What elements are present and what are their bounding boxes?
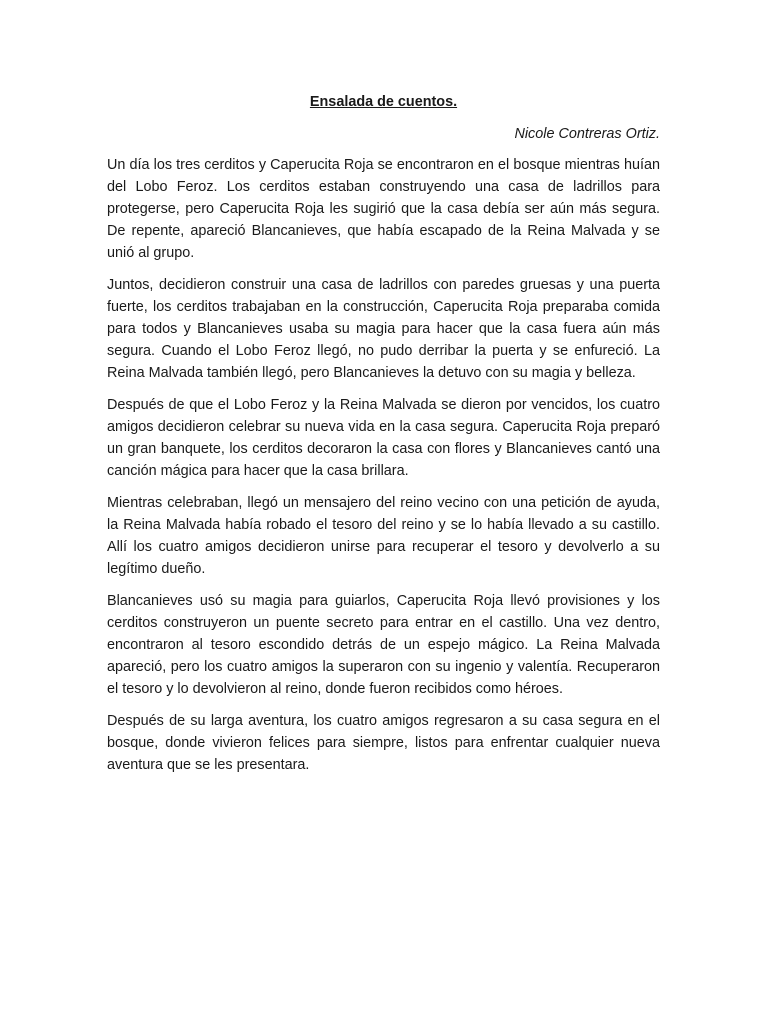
document-author: Nicole Contreras Ortiz. <box>514 126 660 142</box>
paragraph-3: Después de que el Lobo Feroz y la Reina Malvada se dieron por vencidos, los cuatro amigos decidieron celebrar su nueva vida en la casa segura. Caperucita Roja preparó un gran banquete, los cerditos decoraron la casa con flores y Blancanieves cantó una canción mágica para hacer que la casa brillara. <box>107 397 660 479</box>
paragraph-2: Juntos, decidieron construir una casa de ladrillos con paredes gruesas y una puerta fuerte, los cerditos trabajaban en la construcción, Caperucita Roja preparaba comida para todos y Blancanieves usaba su magia para hacer que la casa fuera aún más segura. Cuando el Lobo Feroz llegó, no pudo derribar la puerta y se enfureció. La Reina Malvada también llegó, pero Blancanieves la detuvo con su magia y belleza. <box>107 277 660 381</box>
document-body <box>107 92 660 786</box>
paragraph-4: Mientras celebraban, llegó un mensajero del reino vecino con una petición de ayuda, la Reina Malvada había robado el tesoro del reino y se lo había llevado a su castillo. Allí los cuatro amigos decidieron unirse para recuperar el tesoro y devolverlo a su legítimo dueño. <box>107 495 660 577</box>
paragraph-1: Un día los tres cerditos y Caperucita Roja se encontraron en el bosque mientras huían del Lobo Feroz. Los cerditos estaban construyendo una casa de ladrillos para protegerse, pero Caperucita Roja les sugirió que la casa debía ser aún más segura. De repente, apareció Blancanieves, que había escapado de la Reina Malvada y se unió al grupo. <box>107 157 660 261</box>
paragraph-6: Después de su larga aventura, los cuatro amigos regresaron a su casa segura en el bosque, donde vivieron felices para siempre, listos para enfrentar cualquier nueva aventura que se les presentara. <box>107 713 660 773</box>
document-title: Ensalada de cuentos. <box>309 94 458 110</box>
paragraph-5: Blancanieves usó su magia para guiarlos, Caperucita Roja llevó provisiones y los cerditos construyeron un puente secreto para entrar en el castillo. Una vez dentro, encontraron al tesoro escondido detrás de un espejo mágico. La Reina Malvada apareció, pero los cuatro amigos la superaron con su ingenio y valentía. Recuperaron el tesoro y lo devolvieron al reino, donde fueron recibidos como héroes. <box>107 593 660 697</box>
